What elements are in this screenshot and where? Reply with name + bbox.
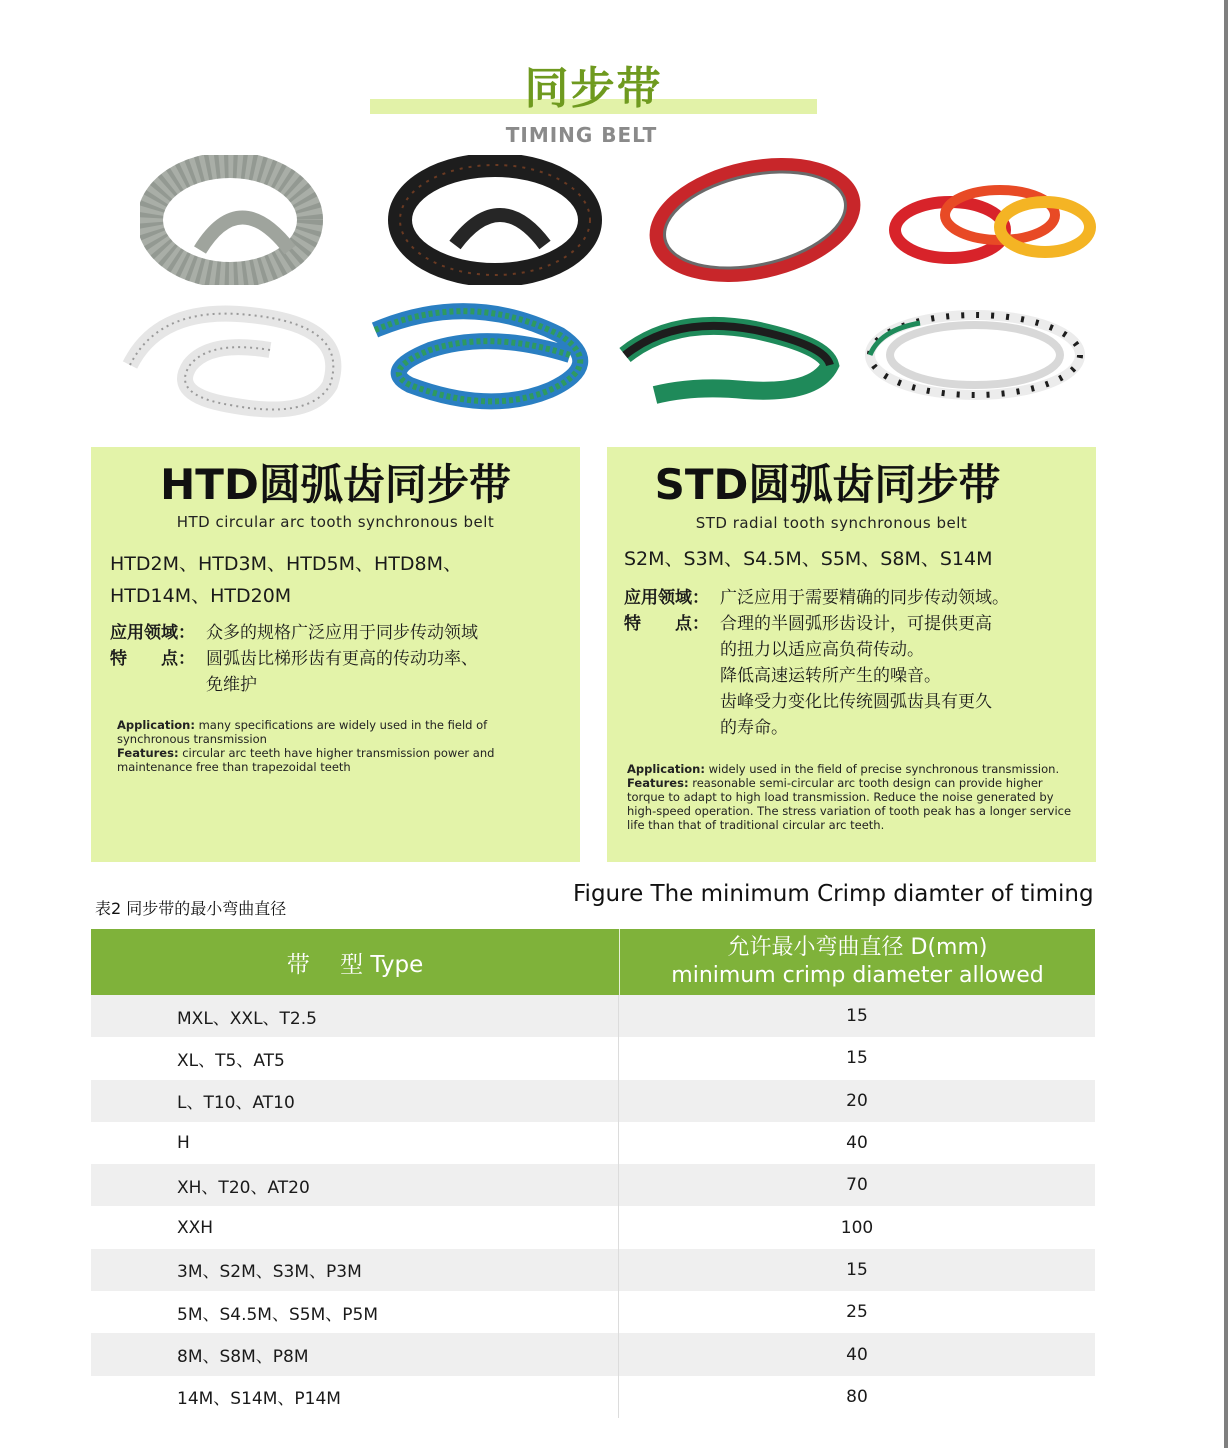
right-edge-rule bbox=[1224, 0, 1228, 1448]
table-row bbox=[91, 1291, 1095, 1333]
table-row bbox=[91, 1122, 1095, 1164]
std-english-note bbox=[627, 762, 1079, 832]
std-en-feat-label: Features: bbox=[627, 776, 689, 790]
belt-type-cell: H bbox=[91, 1122, 619, 1164]
htd-models-line: HTD2M、HTD3M、HTD5M、HTD8M、 bbox=[110, 553, 463, 575]
std-title: STD圆弧齿同步带 bbox=[654, 460, 1001, 509]
htd-models bbox=[110, 548, 462, 612]
diameter-cell: 15 bbox=[846, 1006, 868, 1027]
htd-feat-text: 免维护 bbox=[206, 675, 257, 695]
table-row bbox=[91, 1164, 1095, 1206]
diameter-cell: 70 bbox=[846, 1175, 868, 1196]
std-en-app-label: Application: bbox=[627, 762, 705, 776]
std-feat-label: 特 点： bbox=[624, 614, 709, 634]
std-subtitle: STD radial tooth synchronous belt bbox=[695, 514, 968, 532]
belt-type-cell: 3M、S2M、S3M、P3M bbox=[91, 1249, 619, 1291]
diameter-header-en: minimum crimp diameter allowed bbox=[671, 963, 1044, 988]
white-belt-photo bbox=[120, 295, 350, 425]
diameter-cell: 15 bbox=[846, 1048, 868, 1069]
htd-feat-label: 特 点： bbox=[110, 649, 195, 669]
min-crimp-diameter-table bbox=[91, 929, 1095, 1418]
table-body bbox=[91, 995, 1095, 1418]
std-feat-text: 齿峰受力变化比传统圆弧齿具有更久 bbox=[720, 692, 992, 712]
htd-subtitle: HTD circular arc tooth synchronous belt bbox=[176, 513, 495, 531]
table-row bbox=[91, 1376, 1095, 1418]
diameter-cell: 15 bbox=[846, 1259, 868, 1280]
htd-app-text: 众多的规格广泛应用于同步传动领域 bbox=[206, 623, 478, 643]
type-column-header: 带 型 Type bbox=[91, 929, 620, 995]
htd-app-label: 应用领域： bbox=[110, 623, 195, 643]
std-spec bbox=[624, 585, 1009, 741]
std-models-line: S2M、S3M、S4.5M、S5M、S8M、S14M bbox=[624, 548, 993, 570]
table-caption-en: Figure The minimum Crimp diamter of timing bbox=[573, 881, 1094, 907]
page-title: 同步带 bbox=[524, 63, 663, 114]
std-app-label: 应用领域： bbox=[624, 588, 709, 608]
belt-type-cell: XXH bbox=[91, 1206, 619, 1248]
table-row bbox=[91, 1206, 1095, 1248]
diameter-cell: 80 bbox=[846, 1386, 868, 1407]
red-yellow-belts-photo bbox=[880, 155, 1110, 285]
htd-en-app-label: Application: bbox=[117, 718, 195, 732]
blue-green-belt-photo bbox=[370, 295, 600, 425]
diameter-cell: 20 bbox=[846, 1090, 868, 1111]
table-row bbox=[91, 1249, 1095, 1291]
std-feat-text: 的寿命。 bbox=[720, 718, 788, 738]
belt-type-cell: L、T10、AT10 bbox=[91, 1080, 619, 1122]
htd-models-line: HTD14M、HTD20M bbox=[110, 585, 292, 607]
red-belt-photo bbox=[640, 155, 870, 285]
diameter-cell: 40 bbox=[846, 1133, 868, 1154]
green-belt-photo bbox=[615, 295, 845, 425]
table-caption-cn: 表2 同步带的最小弯曲直径 bbox=[95, 899, 287, 918]
diameter-header-cn: 允许最小弯曲直径 D(mm) bbox=[727, 935, 988, 960]
std-feat-text: 合理的半圆弧形齿设计，可提供更高 bbox=[720, 614, 992, 634]
std-en-app-text: widely used in the field of precise synchronous transmission. bbox=[704, 762, 1060, 776]
htd-panel bbox=[91, 447, 580, 862]
cleated-belt-photo bbox=[860, 295, 1090, 425]
belt-type-cell: MXL、XXL、T2.5 bbox=[91, 995, 619, 1037]
std-feat-text: 的扭力以适应高负荷传动。 bbox=[720, 640, 924, 660]
table-row bbox=[91, 1080, 1095, 1122]
htd-en-feat-text: circular arc teeth have higher transmission power and maintenance free than trapezoidal teeth bbox=[117, 746, 495, 774]
diameter-cell: 25 bbox=[846, 1302, 868, 1323]
table-header bbox=[91, 929, 1095, 995]
belt-type-cell: 5M、S4.5M、S5M、P5M bbox=[91, 1291, 619, 1333]
table-row bbox=[91, 1037, 1095, 1079]
std-app-text: 广泛应用于需要精确的同步传动领域。 bbox=[720, 588, 1009, 608]
belt-type-cell: XL、T5、AT5 bbox=[91, 1037, 619, 1079]
std-models bbox=[624, 543, 992, 575]
diameter-column-header bbox=[620, 929, 1095, 995]
belt-type-cell: XH、T20、AT20 bbox=[91, 1164, 619, 1206]
std-feat-text: 降低高速运转所产生的噪音。 bbox=[720, 666, 941, 686]
htd-en-feat-label: Features: bbox=[117, 746, 179, 760]
belt-type-cell: 8M、S8M、P8M bbox=[91, 1333, 619, 1375]
belt-photo-gallery bbox=[120, 155, 1110, 430]
table-row bbox=[91, 1333, 1095, 1375]
belt-type-cell: 14M、S14M、P14M bbox=[91, 1376, 619, 1418]
table-row bbox=[91, 995, 1095, 1037]
diameter-cell: 40 bbox=[846, 1344, 868, 1365]
htd-title: HTD圆弧齿同步带 bbox=[160, 460, 511, 509]
black-belt-photo bbox=[385, 155, 615, 285]
diameter-cell: 100 bbox=[840, 1217, 874, 1238]
std-panel bbox=[607, 447, 1096, 862]
htd-english-note bbox=[117, 718, 517, 774]
htd-en-app-text: many specifications are widely used in the field of synchronous transmission bbox=[117, 718, 488, 746]
grey-belt-photo bbox=[140, 155, 370, 285]
htd-feat-text: 圆弧齿比梯形齿有更高的传动功率、 bbox=[206, 649, 478, 669]
std-en-feat-text: reasonable semi-circular arc tooth design can provide higher torque to adapt to high load transmission. Reduce the noise generated by high-speed operation. The stress variation of tooth peak has a longer service life than that of traditional circular arc teeth. bbox=[627, 776, 1072, 832]
htd-spec bbox=[110, 620, 478, 698]
page-subtitle: TIMING BELT bbox=[505, 123, 658, 147]
